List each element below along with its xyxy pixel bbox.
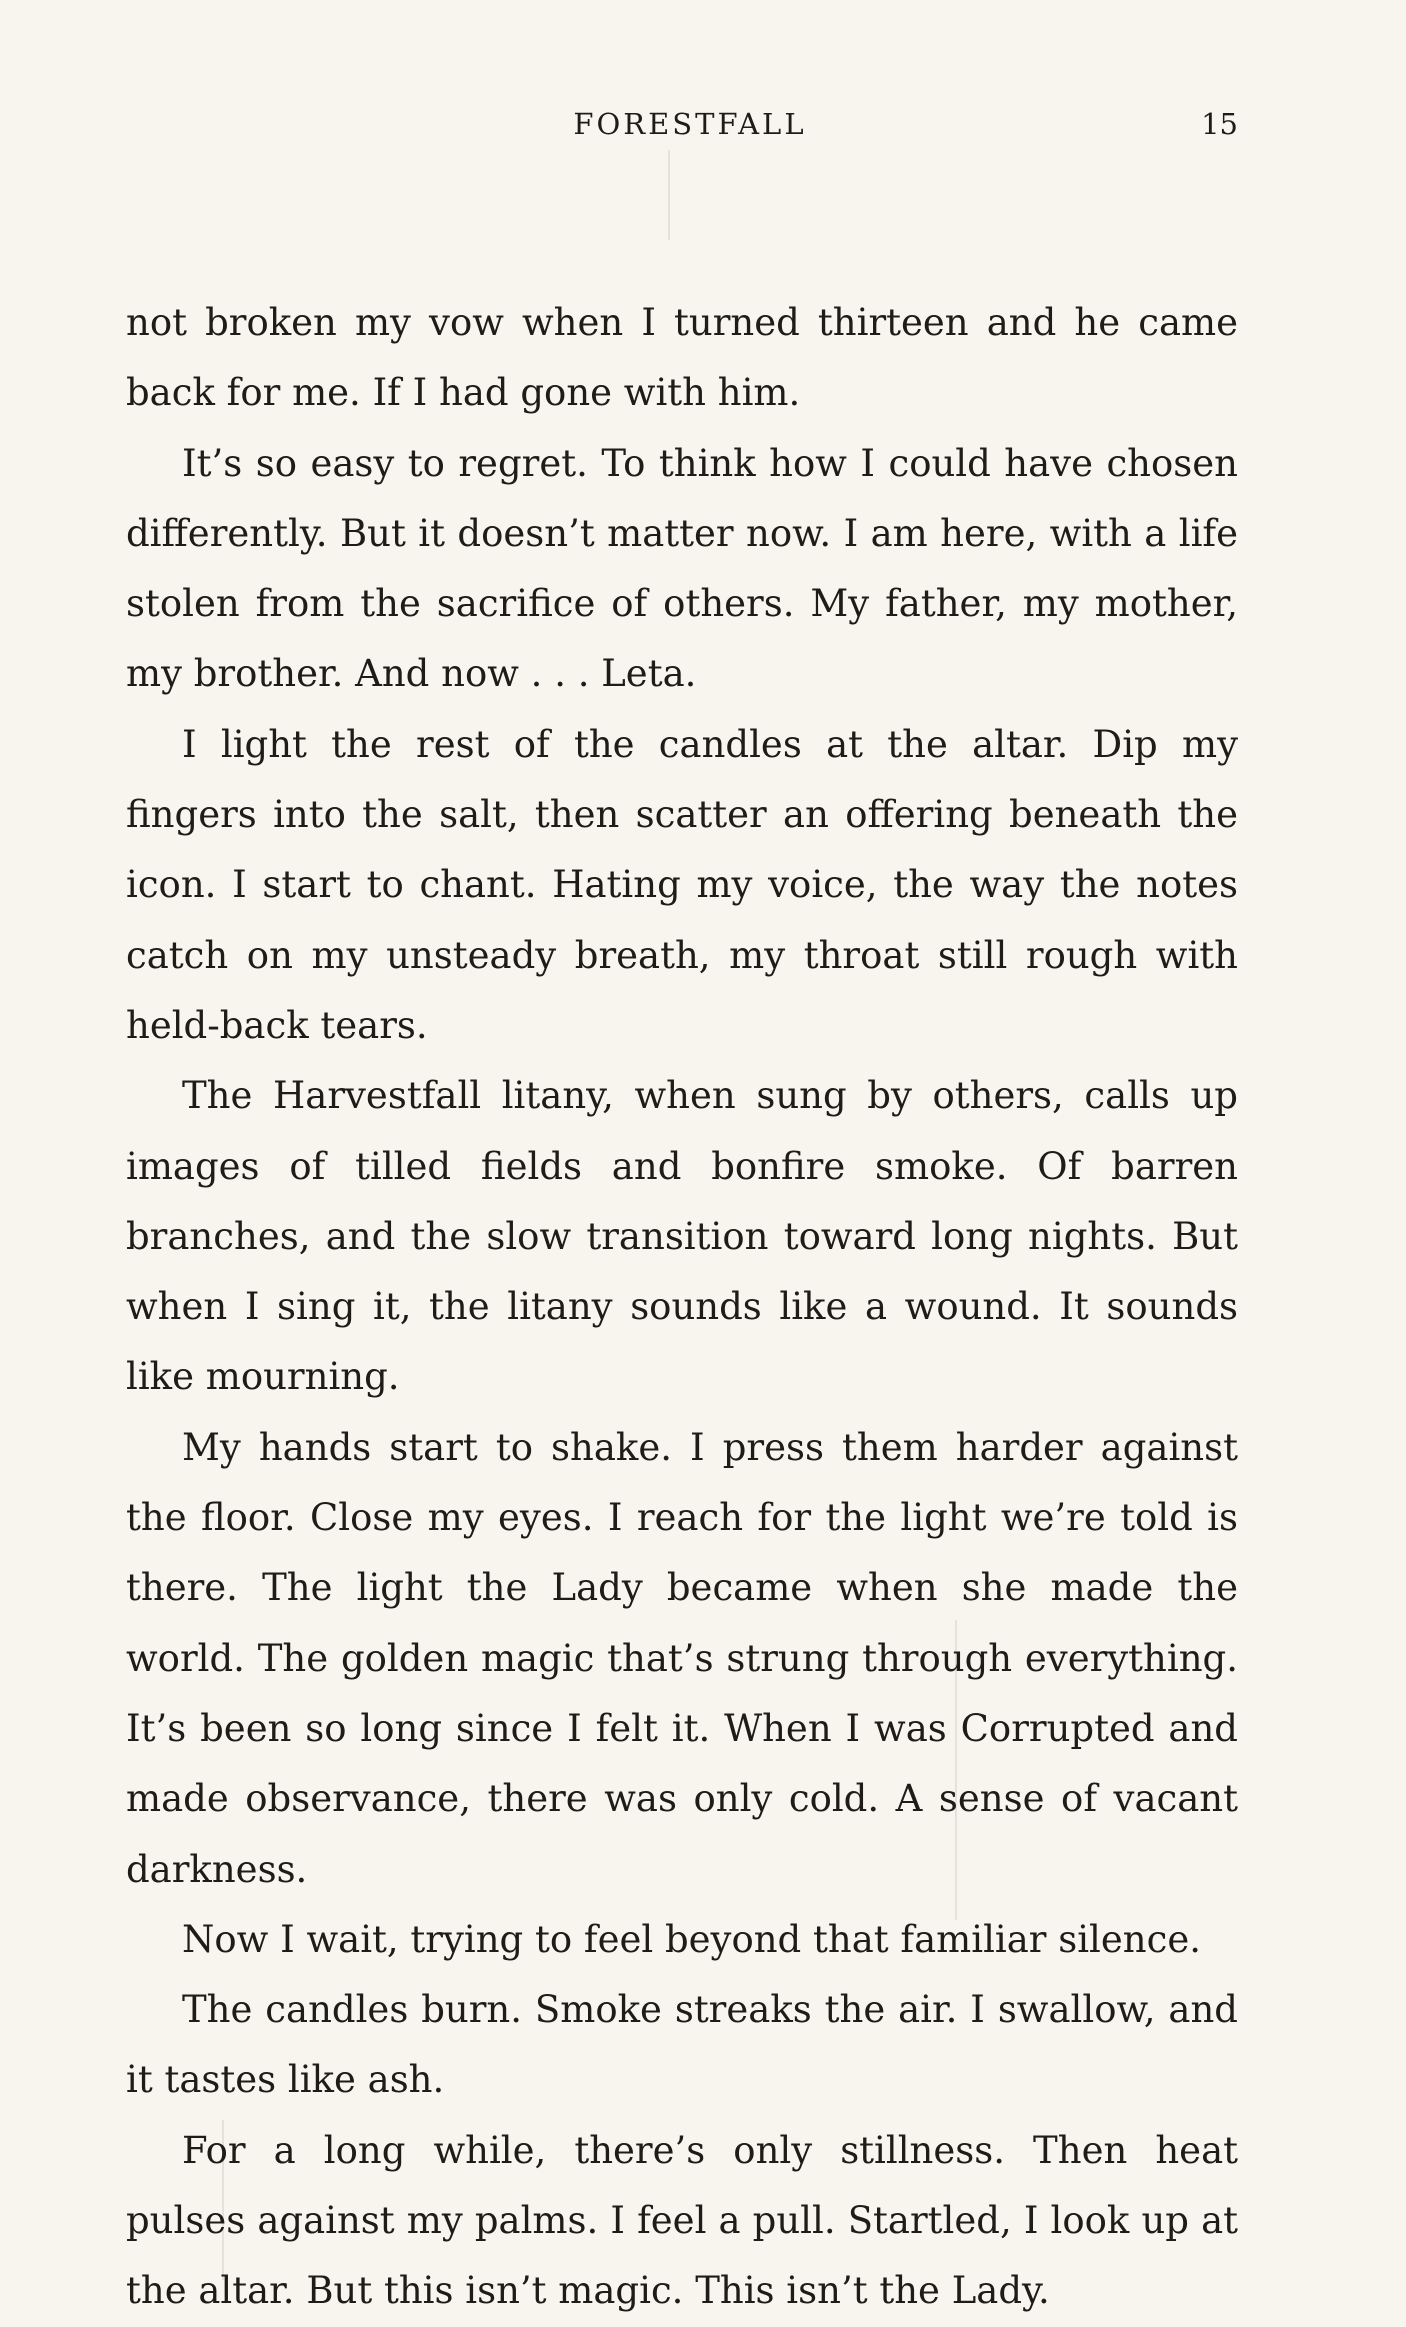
page-number: 15 [1201, 107, 1238, 141]
body-text [126, 288, 1238, 2327]
paragraph: The Harvestfall litany, when sung by others, calls up images of tilled fields and bonfire smoke. Of barren branches, and the slow transition toward long nights. But when I sing it, the litany sounds like a wound. It sounds like mourning. [126, 1074, 1238, 1399]
paragraph: For a long while, there’s only stillness. Then heat pulses against my palms. I feel a pull. Startled, I look up at the altar. But this isn’t magic. This isn’t the Lady. [126, 2128, 1238, 2313]
paragraph: Now I wait, trying to feel beyond that familiar silence. [182, 1917, 1201, 1961]
paragraph: not broken my vow when I turned thirteen and he came back for me. If I had gone with him. [126, 301, 1238, 415]
book-title: FORESTFALL [573, 107, 807, 141]
scan-artifact [668, 150, 670, 240]
paragraph: It’s so easy to regret. To think how I could have chosen differently. But it doesn’t matter now. I am here, with a life stolen from the sacrifice of others. My father, my mother, my brother. And now . . . Leta. [126, 441, 1238, 696]
paragraph: I light the rest of the candles at the altar. Dip my fingers into the salt, then scatter an offering beneath the icon. I start to chant. Hating my voice, the way the notes catch on my unsteady breath, my throat still rough with held-back tears. [126, 722, 1238, 1047]
paragraph: My hands start to shake. I press them harder against the floor. Close my eyes. I reach for the light we’re told is there. The light the Lady became when she made the world. The golden magic that’s strung through everything. It’s been so long since I felt it. When I was Corrupted and made observance, there was only cold. A sense of vacant darkness. [126, 1425, 1238, 1891]
paragraph: The candles burn. Smoke streaks the air. I swallow, and it tastes like ash. [126, 1988, 1238, 2102]
running-head [0, 104, 1406, 144]
